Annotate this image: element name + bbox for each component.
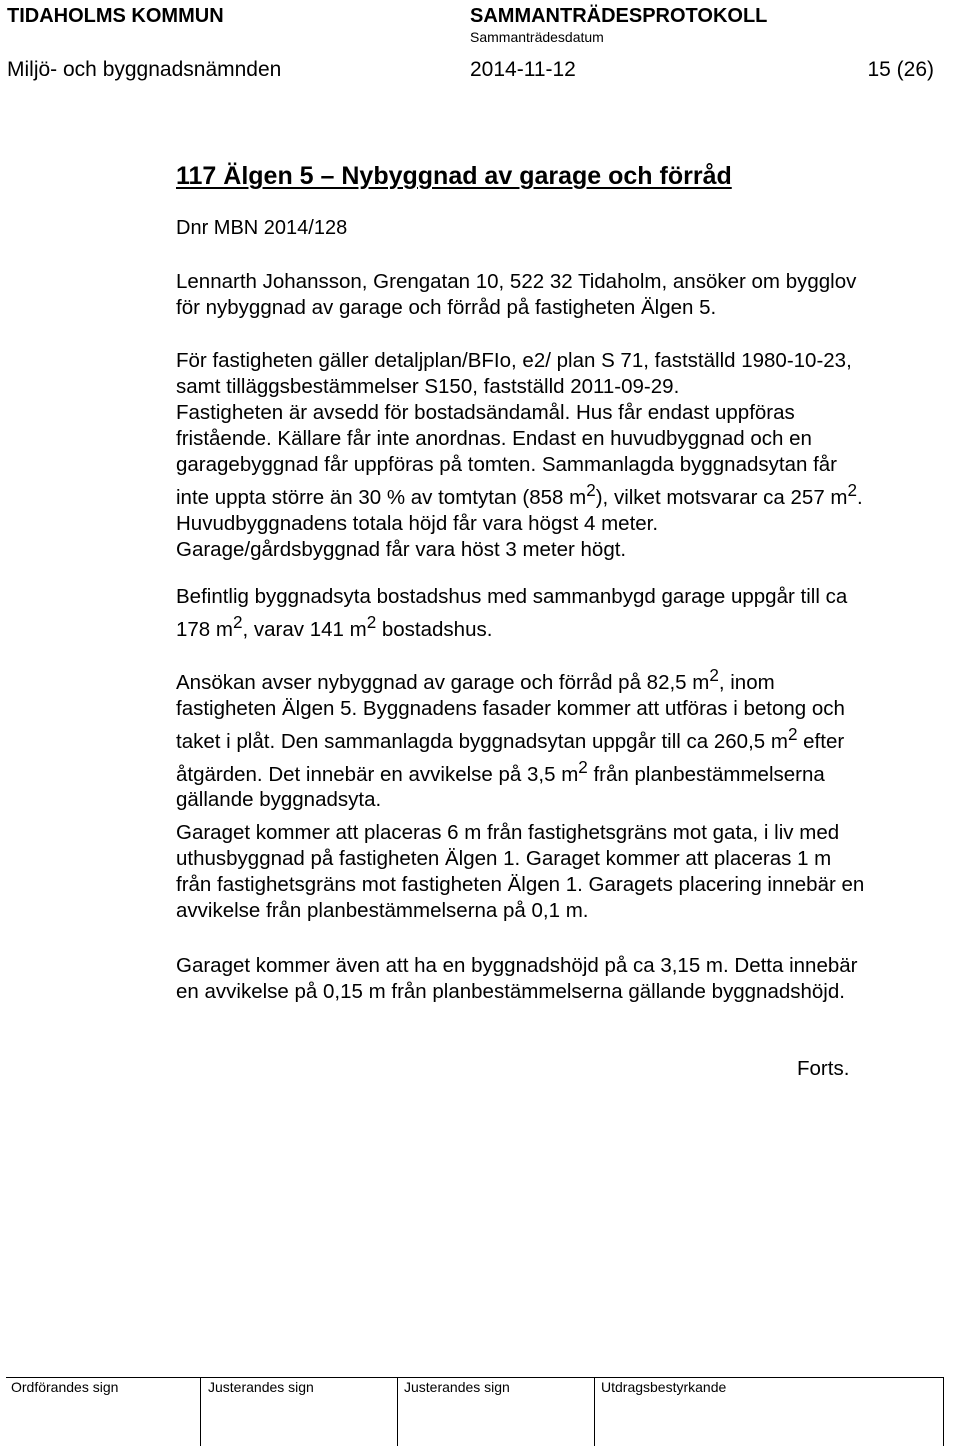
text-fragment: ), vilket motsvarar ca 257 m [595, 485, 848, 509]
text-fragment: från planbestämmelserna [587, 762, 825, 786]
text-line: från fastighetsgräns mot fastigheten Älgen 1. Garagets placering innebär en [176, 873, 865, 896]
item-title-text: 117 Älgen 5 – Nybyggnad av garage och förråd [176, 162, 732, 190]
signature-adjuster-1: Justerandes sign [208, 1379, 314, 1395]
paragraph-existing-area [176, 584, 936, 643]
meeting-date: 2014-11-12 [470, 58, 576, 81]
committee-name: Miljö- och byggnadsnämnden [7, 58, 282, 81]
text-fragment: bostadshus. [376, 617, 493, 641]
superscript: 2 [847, 481, 857, 500]
text-fragment: , inom [718, 670, 775, 694]
superscript: 2 [366, 613, 377, 632]
text-line: fristående. Källare får inte anordnas. Endast en huvudbyggnad och en [176, 427, 812, 450]
text-line [176, 663, 936, 696]
page-number: 15 (26) [867, 58, 934, 81]
text-line [176, 755, 936, 788]
signature-certification: Utdragsbestyrkande [601, 1379, 727, 1395]
document-type: SAMMANTRÄDESPROTOKOLL [470, 5, 768, 27]
text-fragment: . [857, 485, 863, 509]
text-line: för nybyggnad av garage och förråd på fastigheten Älgen 5. [176, 296, 717, 319]
signature-chair: Ordförandes sign [11, 1379, 119, 1395]
paragraph-placement [176, 820, 936, 924]
text-fragment: Ansökan avser nybyggnad av garage och förråd på 82,5 m [176, 670, 710, 694]
item-title [176, 162, 732, 191]
text-line: gällande byggnadsyta. [176, 788, 382, 812]
text-fragment: taket i plåt. Den sammanlagda byggnadsytan uppgår till ca 260,5 m [176, 729, 788, 753]
paragraph-applicant [176, 269, 936, 321]
text-line: en avvikelse på 0,15 m från planbestämmelserna gällande byggnadshöjd. [176, 980, 845, 1003]
text-fragment: inte uppta större än 30 % av tomtytan (858 m [176, 485, 587, 509]
text-line: samt tilläggsbestämmelser S150, fastställd 2011-09-29. [176, 375, 680, 398]
text-line: Garaget kommer att placeras 6 m från fastighetsgräns mot gata, i liv med [176, 821, 840, 844]
continued-marker: Forts. [797, 1057, 850, 1080]
text-fragment: åtgärden. Det innebär en avvikelse på 3,5 m [176, 762, 579, 786]
signature-divider [200, 1377, 201, 1446]
text-line: Huvudbyggnadens totala höjd får vara högst 4 meter. [176, 511, 659, 535]
superscript: 2 [709, 666, 719, 685]
text-line: Lennarth Johansson, Grengatan 10, 522 32 Tidaholm, ansöker om bygglov [176, 270, 857, 293]
text-line: Garaget kommer även att ha en byggnadshöjd på ca 3,15 m. Detta innebär [176, 954, 858, 977]
signature-rule [6, 1377, 944, 1378]
text-line: Garage/gårdsbyggnad får vara höst 3 meter högt. [176, 537, 627, 561]
text-line: Befintlig byggnadsyta bostadshus med sammanbygd garage uppgår till ca [176, 585, 848, 608]
text-line: uthusbyggnad på fastigheten Älgen 1. Garaget kommer att placeras 1 m [176, 847, 832, 870]
signature-divider [943, 1377, 944, 1446]
superscript: 2 [586, 481, 596, 500]
date-label: Sammanträdesdatum [470, 29, 604, 45]
text-fragment: efter [797, 729, 845, 753]
text-line: fastigheten Älgen 5. Byggnadens fasader kommer att utföras i betong och [176, 696, 845, 720]
paragraph-detailplan [176, 348, 936, 563]
text-line [176, 722, 936, 755]
superscript: 2 [787, 724, 798, 744]
text-fragment: 178 m [176, 617, 233, 641]
text-line [176, 478, 936, 511]
text-line: garagebyggnad får uppföras på tomten. Sammanlagda byggnadsytan får [176, 453, 837, 476]
text-fragment: , varav 141 m [242, 617, 367, 641]
text-line: För fastigheten gäller detaljplan/BFIo, e2/ plan S 71, fastställd 1980-10-23, [176, 349, 852, 372]
signature-adjuster-2: Justerandes sign [404, 1379, 510, 1395]
superscript: 2 [578, 757, 588, 777]
signature-divider [594, 1377, 595, 1446]
signature-divider [397, 1377, 398, 1446]
paragraph-height [176, 953, 936, 1005]
case-number: Dnr MBN 2014/128 [176, 217, 348, 239]
paragraph-application [176, 663, 936, 813]
superscript: 2 [232, 613, 243, 632]
text-line [176, 610, 936, 643]
text-line: avvikelse från planbestämmelserna på 0,1 m. [176, 899, 589, 922]
text-line: Fastigheten är avsedd för bostadsändamål. Hus får endast uppföras [176, 401, 795, 424]
municipality-name: TIDAHOLMS KOMMUN [7, 5, 224, 27]
